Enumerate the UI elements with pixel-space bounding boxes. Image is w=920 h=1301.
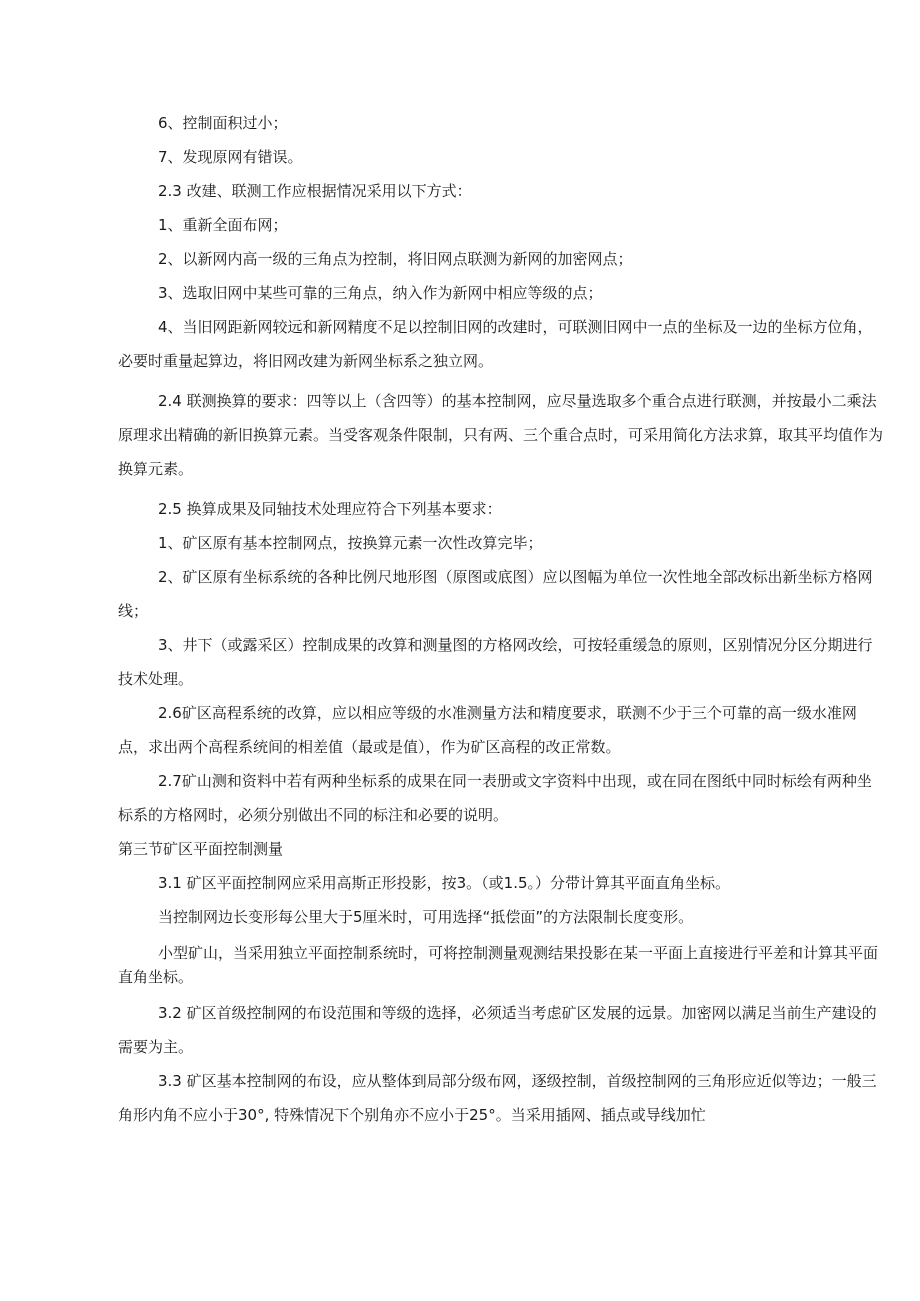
paragraph-3-1-small-mines: 小型矿山，当采用独立平面控制系统时，可将控制测量观测结果投影在某一平面上直接进行平差和计算其平面直角坐标。 [118, 944, 879, 986]
paragraph-3-2: 3.2 矿区首级控制网的布设范围和等级的选择，必须适当考虑矿区发展的远景。加密网以满足当前生产建设的需要为主。 [118, 1004, 877, 1056]
paragraph-2-7: 2.7矿山测和资料中若有两种坐标系的成果在同一表册或文字资料中出现，或在同在图纸中同时标绘有两种坐标系的方格网时，必须分别做出不同的标注和必要的说明。 [118, 772, 872, 824]
section-heading: 第三节矿区平面控制测量 [118, 840, 284, 858]
paragraph-2-3-item-3: 3、选取旧网中某些可靠的三角点，纳入作为新网中相应等级的点； [158, 284, 603, 302]
paragraph-2-3: 2.3 改建、联测工作应根据情况采用以下方式： [158, 182, 472, 200]
paragraph-2-5-item-2: 2、矿区原有坐标系统的各种比例尺地形图（原图或底图）应以图幅为单位一次性地全部改标出新坐标方格网线； [118, 568, 873, 620]
paragraph-2-5: 2.5 换算成果及同轴技术处理应符合下列基本要求： [158, 500, 502, 518]
paragraph-3-3: 3.3 矿区基本控制网的布设，应从整体到局部分级布网，逐级控制，首级控制网的三角形应近似等边；一般三角形内角不应小于30°, 特殊情况下个别角亦不应小于25°。当采用插网、插点或导线加忙 [118, 1072, 877, 1124]
paragraph-2-5-item-3: 3、井下（或露采区）控制成果的改算和测量图的方格网改绘，可按轻重缓急的原则，区别情况分区分期进行技术处理。 [118, 636, 873, 688]
paragraph-2-4: 2.4 联测换算的要求：四等以上（含四等）的基本控制网，应尽量选取多个重合点进行联测，并按最小二乘法原理求出精确的新旧换算元素。当受客观条件限制，只有两、三个重合点时，可采用简化方法求算，取其平均值作为换算元素。 [118, 392, 884, 478]
paragraph-3-1: 3.1 矿区平面控制网应采用高斯正形投影，按3。（或1.5。）分带计算其平面直角坐标。 [158, 874, 731, 892]
paragraph-2-3-item-4: 4、当旧网距新网较远和新网精度不足以控制旧网的改建时，可联测旧网中一点的坐标及一边的坐标方位角，必要时重量起算边，将旧网改建为新网坐标系之独立网。 [118, 318, 873, 370]
paragraph-2-5-item-1: 1、矿区原有基本控制网点，按换算元素一次性改算完毕； [158, 534, 543, 552]
document-body [118, 106, 884, 1132]
paragraph-2-3-item-2: 2、以新网内高一级的三角点为控制，将旧网点联测为新网的加密网点； [158, 250, 633, 268]
paragraph-2-6: 2.6矿区高程系统的改算，应以相应等级的水准测量方法和精度要求，联测不少于三个可靠的高一级水准网点，求出两个高程系统间的相差值（最或是值），作为矿区高程的改正常数。 [118, 704, 857, 756]
paragraph-6-control-area: 6、控制面积过小； [158, 114, 288, 132]
paragraph-3-1-compensation: 当控制网边长变形每公里大于5厘米时，可用选择“抵偿面”的方法限制长度变形。 [158, 908, 694, 926]
paragraph-7-errors: 7、发现原网有错误。 [158, 148, 303, 166]
paragraph-2-3-item-1: 1、重新全面布网； [158, 216, 288, 234]
